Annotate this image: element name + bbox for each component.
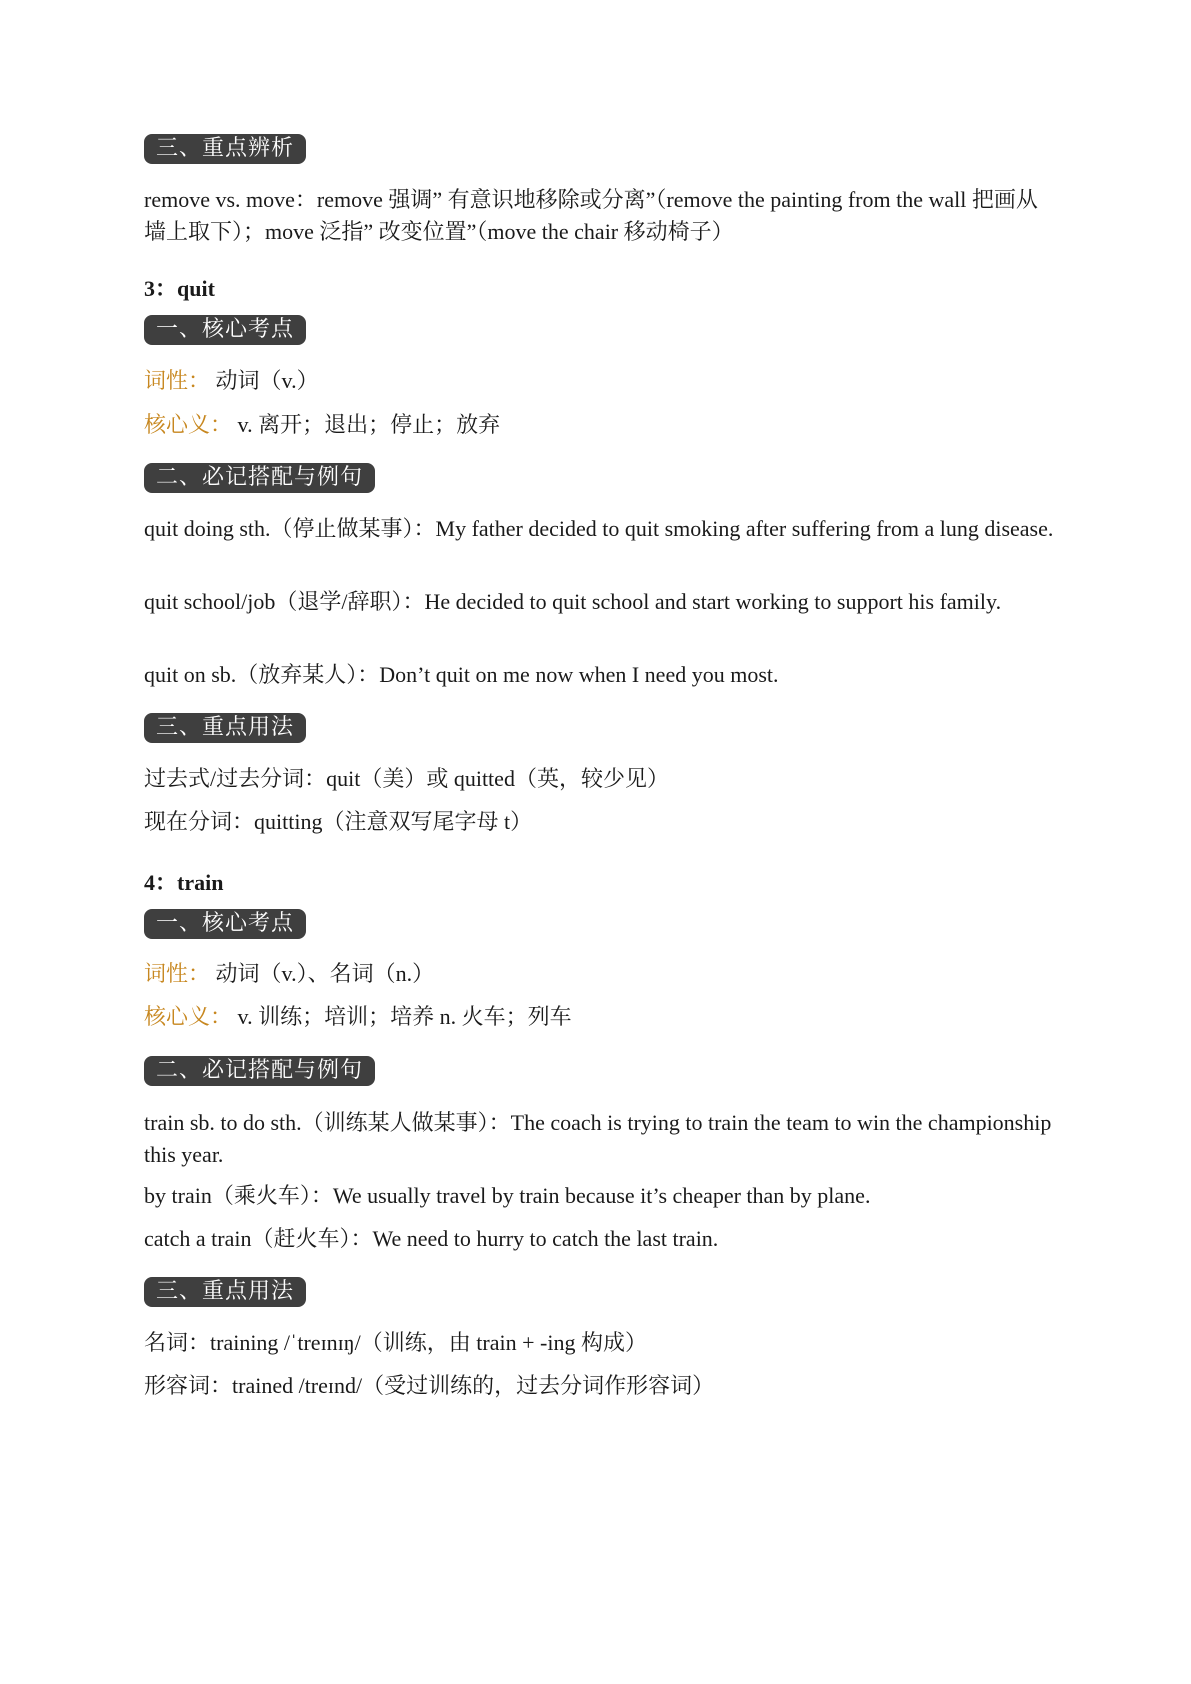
phrase-paragraph: train sb. to do sth.（训练某人做某事）：The coach is trying to train the team to win the championship this year. — [144, 1110, 1052, 1167]
badge-key-analysis: 三、重点辨析 — [144, 134, 306, 164]
phrase-paragraph: catch a train（赶火车）：We need to hurry to catch the last train. — [144, 1226, 719, 1251]
usage-line: 过去式/过去分词：quit（美）或 quitted（英，较少见） — [144, 766, 669, 791]
phrase-paragraph: quit doing sth.（停止做某事）：My father decided to quit smoking after suffering from a lung disease. — [144, 516, 1054, 541]
badge-core-points: 一、核心考点 — [144, 315, 306, 345]
analysis-paragraph: remove vs. move：remove 强调” 有意识地移除或分离”（remove the painting from the wall 把画从墙上取下）；move 泛指” 改变位置”（move the chair 移动椅子） — [144, 187, 1038, 244]
badge-phrases: 二、必记搭配与例句 — [144, 1056, 375, 1086]
meaning-label: 核心义： — [144, 412, 233, 437]
pos-value: 动词（v.）、名词（n.） — [215, 961, 435, 986]
phrase-paragraph: quit on sb.（放弃某人）：Don’t quit on me now when I need you most. — [144, 662, 779, 687]
meaning-value: v. 离开；退出；停止；放弃 — [237, 412, 501, 437]
meaning-row — [144, 409, 500, 441]
pos-label: 词性： — [144, 368, 211, 393]
badge-key-usage: 三、重点用法 — [144, 713, 306, 743]
pos-row — [144, 365, 319, 397]
phrase-paragraph: by train（乘火车）：We usually travel by train because it’s cheaper than by plane. — [144, 1183, 871, 1208]
usage-line: 形容词：trained /treɪnd/（受过训练的，过去分词作形容词） — [144, 1373, 715, 1398]
phrase-paragraph: quit school/job（退学/辞职）：He decided to quit school and start working to support his family. — [144, 589, 1002, 614]
usage-line: 名词：training /ˈtreɪnɪŋ/（训练，由 train + -ing 构成） — [144, 1330, 647, 1355]
pos-value: 动词（v.） — [215, 368, 319, 393]
word-heading-quit: 3：quit — [144, 276, 215, 301]
word-heading-train: 4：train — [144, 870, 224, 895]
meaning-row — [144, 1001, 572, 1033]
meaning-value: v. 训练；培训；培养 n. 火车；列车 — [237, 1004, 572, 1029]
badge-key-usage: 三、重点用法 — [144, 1277, 306, 1307]
meaning-label: 核心义： — [144, 1004, 233, 1029]
usage-line: 现在分词：quitting（注意双写尾字母 t） — [144, 809, 533, 834]
badge-phrases: 二、必记搭配与例句 — [144, 463, 375, 493]
pos-label: 词性： — [144, 961, 211, 986]
pos-row — [144, 958, 434, 990]
badge-core-points: 一、核心考点 — [144, 909, 306, 939]
